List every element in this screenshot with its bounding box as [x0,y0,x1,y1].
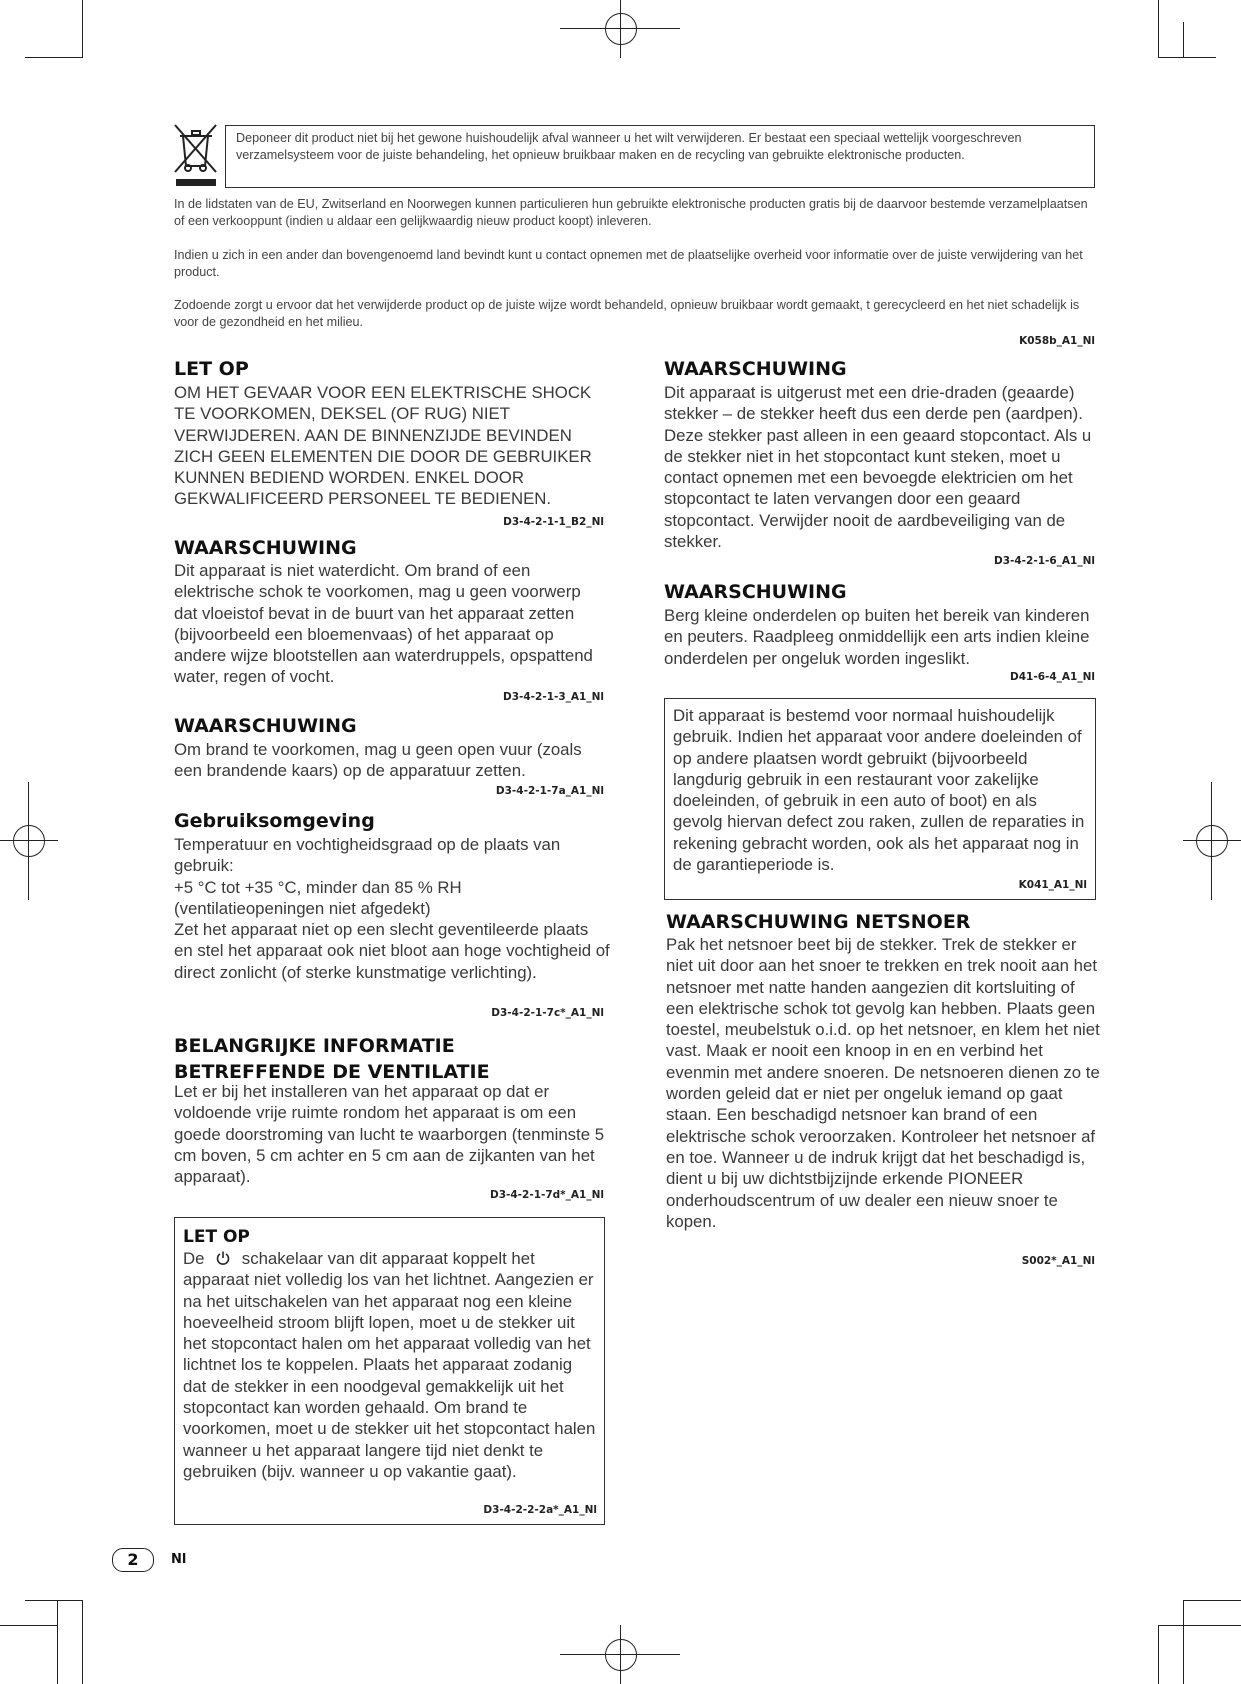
info-box [664,698,1096,900]
reference-code: K041_A1_Nl [1018,879,1087,891]
section-body: Dit apparaat is uitgerust met een drie-draden (geaarde) stekker – de stekker heeft dus een derde pen (aardpen). Deze stekker past alleen in een geaard stopcontact. Als u de stekker niet in het stopcontact kunt steken, moet u contact opnemen met een bevoegde elektricien om het stopcontact te laten vervangen door een geaard stopcontact. Verwijder nooit de aardbeveiliging van de stekker. [664,383,1092,552]
reference-code: D41-6-4_A1_Nl [1010,671,1095,683]
caution-box-body [183,1248,598,1482]
reference-code: D3-4-2-1-7d*_A1_Nl [489,1189,604,1201]
section-title: WAARSCHUWING [174,537,357,559]
language-code: Nl [171,1552,187,1567]
body-prefix: De [183,1249,205,1268]
weee-notice-box: Deponeer dit product niet bij het gewone huishoudelijk afval wanneer u het wilt verwijderen. Er bestaat een speciaal wettelijk voorgeschreven verzamelsysteem voor de juiste behandeling, het opnieuw bruikbaar maken en de recycling van gebruikte elektronische producten. [225,125,1095,188]
section-body: Let er bij het installeren van het apparaat op dat er voldoende vrije ruimte rondom het apparaat is om een goede doorstroming van lucht te waarborgen (tenminste 5 cm boven, 5 cm achter en 5 cm aan de zijkanten van het apparaat). [174,1082,605,1187]
reference-code: D3-4-2-2-2a*_A1_Nl [483,1504,597,1516]
section-title: WAARSCHUWING NETSNOER [666,911,971,933]
section-body: Om brand te voorkomen, mag u geen open vuur (zoals een brandende kaars) op de apparatuur zetten. [174,740,582,781]
weee-paragraph-3: Zodoende zorgt u ervoor dat het verwijderde product op de juiste wijze wordt behandeld, opnieuw bruikbaar wordt gemaakt, t gerecycleerd en het niet schadelijk is voor de gezondheid en het milieu. [174,298,1080,329]
section-body: OM HET GEVAAR VOOR EEN ELEKTRISCHE SHOCK TE VOORKOMEN, DEKSEL (OF RUG) NIET VERWIJDEREN. AAN DE BINNENZIJDE BEVINDEN ZICH GEEN ELEMENTEN DIE DOOR DE GEBRUIKER KUNNEN BEDIEND WORDEN. ENKEL DOOR GEKWALIFICEERD PERSONEEL TE BEDIENEN. [174,383,592,509]
power-icon [215,1250,231,1266]
reference-code: K058b_A1_Nl [1019,335,1095,347]
reference-code: D3-4-2-1-6_A1_Nl [994,555,1095,567]
section-title: LET OP [174,358,249,380]
section-body: Berg kleine onderdelen op buiten het bereik van kinderen en peuters. Raadpleeg onmiddellijk een arts indien kleine onderdelen per ongeluk worden ingeslikt. [664,606,1090,668]
section-title: BELANGRIJKE INFORMATIE BETREFFENDE DE VENTILATIE [174,1035,490,1083]
crossed-bin-icon [172,122,220,188]
reference-code: D3-4-2-1-7a_A1_Nl [495,785,604,797]
weee-paragraph-2: Indien u zich in een ander dan bovengenoemd land bevindt kunt u contact opnemen met de plaatselijke overheid voor informatie over de juiste verwijdering van het product. [174,248,1083,279]
body-text: schakelaar van dit apparaat koppelt het apparaat niet volledig los van het lichtnet. Aangezien er na het uitschakelen van het apparaat nog een kleine hoeveelheid stroom blijft lopen, moet u de stekker uit het stopcontact halen om het apparaat volledig van het lichtnet los te koppelen. Plaats het apparaat zodanig dat de stekker in een noodgeval gemakkelijk uit het stopcontact kan worden gehaald. Om brand te voorkomen, moet u de stekker uit het stopcontact halen wanneer u het apparaat langere tijd niet denkt te gebruiken (bijv. wanneer u op vakantie gaat). [183,1249,596,1481]
info-box-body: Dit apparaat is bestemd voor normaal huishoudelijk gebruik. Indien het apparaat voor andere doeleinden of op andere plaatsen wordt gebruikt (bijvoorbeeld langdurig gebruik in een restaurant voor zakelijke doeleinden, of gebruik in een auto of boot) en als gevolg hiervan defect zou raken, zullen de reparaties in rekening gebracht worden, ook als het apparaat nog in de garantieperiode is. [673,706,1085,875]
section-body: Dit apparaat is niet waterdicht. Om brand of een elektrische schok te voorkomen, mag u geen voorwerp dat vloeistof bevat in de buurt van het apparaat zetten (bijvoorbeeld een bloemenvaas) of het apparaat op andere wijze blootstellen aan waterdruppels, opspattend water, regen of vocht. [174,561,593,687]
body-line: +5 °C tot +35 °C, minder dan 85 % RH (ventilatieopeningen niet afgedekt) [174,877,462,918]
caution-box [174,1217,605,1525]
page-number: 2 [112,1548,154,1572]
reference-code: D3-4-2-1-1_B2_Nl [503,516,604,528]
section-body [174,834,610,983]
body-line: Zet het apparaat niet op een slecht geventileerde plaats en stel het apparaat ook niet bloot aan hoge vochtigheid of direct zonlicht (of sterke kunstmatige verlichting). [174,920,610,982]
section-title: WAARSCHUWING [664,358,847,380]
reference-code: D3-4-2-1-3_A1_Nl [503,691,604,703]
reference-code: D3-4-2-1-7c*_A1_Nl [491,1007,604,1019]
reference-code: S002*_A1_Nl [1021,1255,1095,1267]
section-title: Gebruiksomgeving [174,810,375,832]
caution-box-title: LET OP [183,1227,250,1247]
section-body: Pak het netsnoer beet bij de stekker. Trek de stekker er niet uit door aan het snoer te trekken en trek nooit aan het netsnoer met natte handen aangezien dit kortsluiting of een elektrische schok tot gevolg kan hebben. Plaats geen toestel, meubelstuk o.i.d. op het netsnoer, en klem het niet vast. Maak er nooit een knoop in en en verbind het evenmin met andere snoeren. De netsnoeren dienen zo te worden geleid dat er niet per ongeluk iemand op gaat staan. Een beschadigd netsnoer kan brand of een elektrische schok veroorzaken. Kontroleer het netsnoer af en toe. Wanneer u de indruk krijgt dat het beschadigd is, dient u bij uw dichtstbijzijnde erkende PIONEER onderhoudscentrum of uw dealer een nieuw snoer te kopen. [666,935,1100,1231]
section-title: WAARSCHUWING [664,581,847,603]
section-title: WAARSCHUWING [174,715,357,737]
weee-paragraph-1: In de lidstaten van de EU, Zwitserland en Noorwegen kunnen particulieren hun gebruikte elektronische producten gratis bij de daarvoor bestemde verzamelplaatsen of een verkooppunt (indien u aldaar een gelijkwaardig nieuw product koopt) inleveren. [174,197,1088,228]
body-line: Temperatuur en vochtigheidsgraad op de plaats van gebruik: [174,835,561,876]
